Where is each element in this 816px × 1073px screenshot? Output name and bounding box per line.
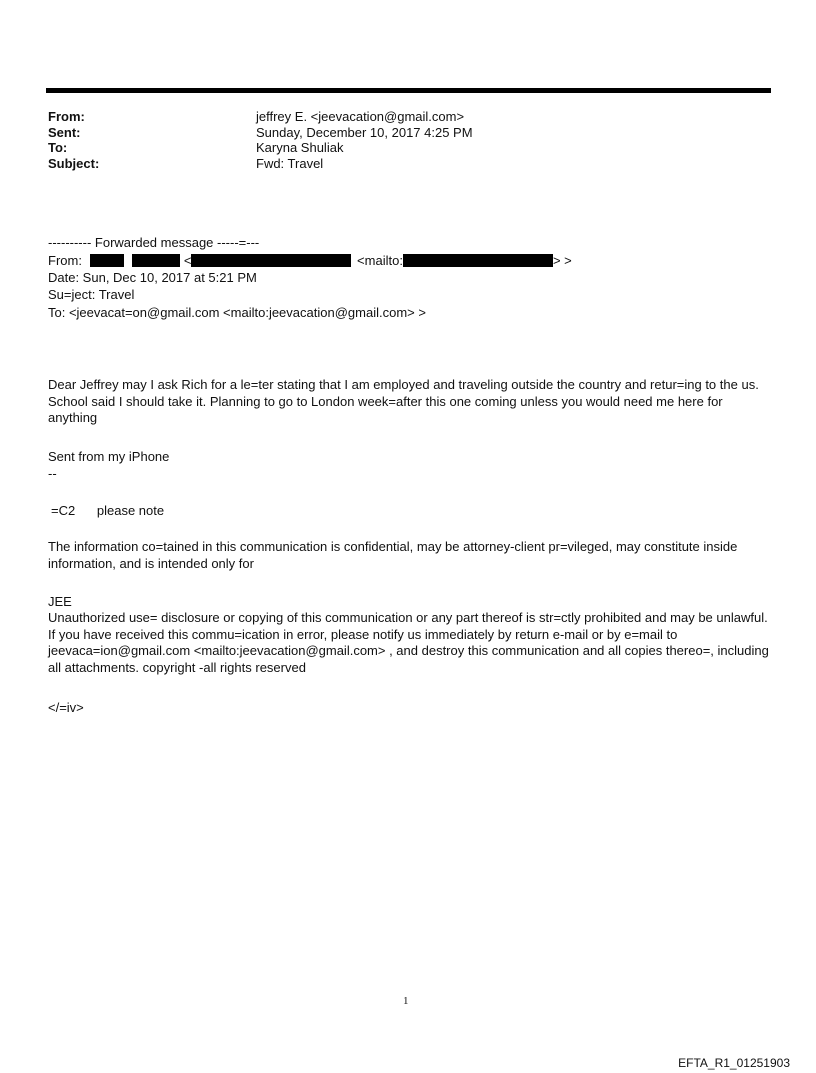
message-body: Dear Jeffrey may I ask Rich for a le=ter stating that I am employed and traveling outside the country and retur=ing to the us. School said I should take it. Planning to go to London week=after this one coming unless you would need me here for anything [48,377,759,425]
document-id: EFTA_R1_01251903 [678,1056,790,1070]
confidentiality-notice: The information co=tained in this communication is confidential, may be attorney-client pr=vileged, may constitute inside information, and is intended only for [48,539,738,571]
forwarded-date: Date: Sun, Dec 10, 2017 at 5:21 PM [48,270,257,285]
unauthorized-notice: Unauthorized use= disclosure or copying of this communication or any part thereof is str=ctly prohibited and may be unlawful. If you have received this commu=ication in error, please notify us immediately by return e-mail or by e=mail to jeevaca=ion@gmail.com <mailto:jeevacation@gmail.com> , and destroy this communication and all copies thereo=, including all attachments. copyright -all rights reserved [48,610,769,675]
forwarded-subject: Su=ject: Travel [48,287,135,302]
forwarded-from-label: From: [48,253,82,268]
forwarded-from-mailto: <mailto: [357,253,403,268]
header-row-sent [48,125,473,141]
redaction-block [132,254,180,267]
forwarded-to: To: <jeevacat=on@gmail.com <mailto:jeevacation@gmail.com> > [48,305,426,320]
closing-tag: </=iv> [48,700,84,715]
to-value: Karyna Shuliak [256,140,344,155]
header-row-subject [48,156,473,172]
forwarded-from-close: > > [552,253,572,268]
from-label: From: [48,109,85,124]
email-header [48,109,473,171]
redaction-block [191,254,351,267]
redaction-block [403,254,553,267]
forwarded-from-lt: < [183,253,192,268]
sent-label: Sent: [48,124,81,140]
subject-value: Fwd: Travel [256,155,324,171]
redaction-block [90,254,124,267]
sent-value: Sunday, December 10, 2017 4:25 PM [256,124,473,140]
please-note: =C2 please note [51,503,165,518]
forwarded-from-line [48,253,572,268]
signature: Sent from my iPhone [48,449,170,464]
header-row-from [48,109,473,125]
to-label: To: [48,140,68,155]
from-value: jeffrey E. <jeevacation@gmail.com> [256,109,465,124]
signature-separator: -- [48,466,57,481]
header-rule [46,88,771,93]
forwarded-separator: ---------- Forwarded message -----=--- [48,235,260,250]
page-number: 1 [403,995,409,1007]
subject-label: Subject: [48,155,100,171]
header-row-to [48,140,473,156]
jee-label: JEE [48,594,72,609]
